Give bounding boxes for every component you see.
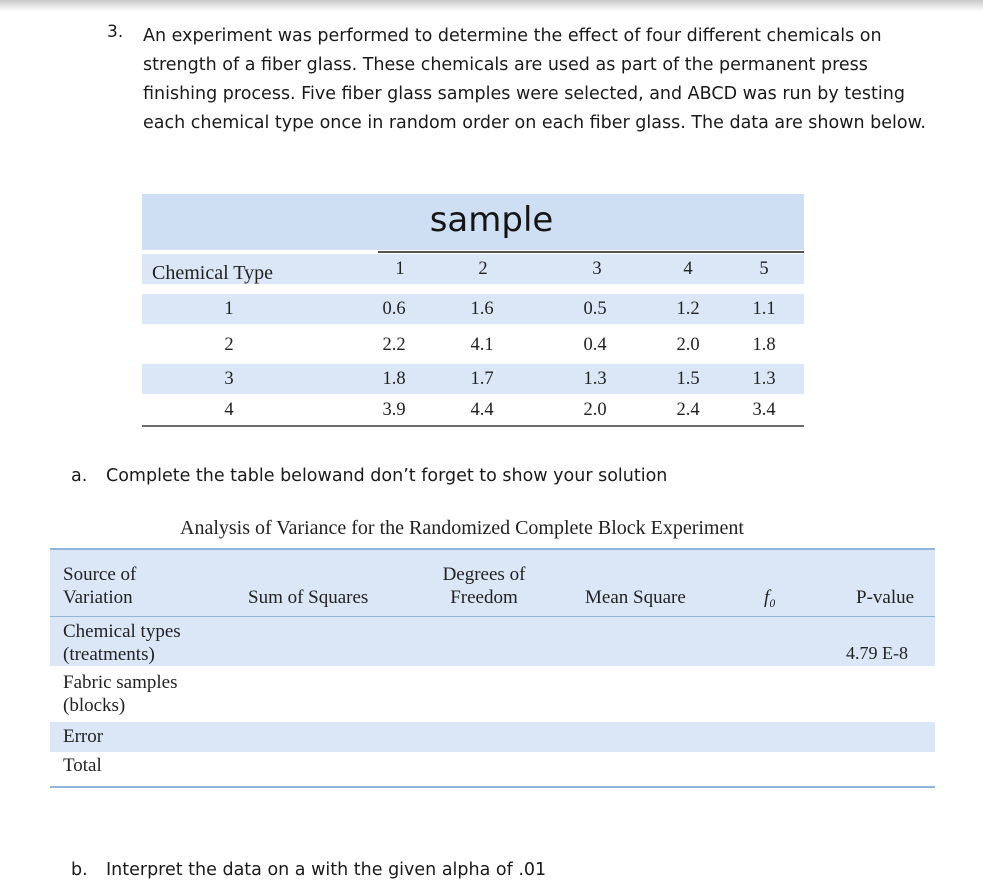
sample-group-label: sample [429,200,554,240]
sample-header-rule [378,251,804,253]
row-label-chemical-types [63,620,181,666]
table-row [142,395,804,425]
chemical-type-cell: 1 [224,299,234,319]
header-sum-of-squares: Sum of Squares [248,587,369,608]
chemical-type-header: Chemical Type [152,262,273,284]
row-label-line: Fabric samples [63,672,178,693]
value-cell: 1.3 [583,369,607,389]
question-line: each chemical type once in random order on each fiber glass. The data are shown below. [143,113,926,133]
value-cell: 1.8 [382,369,406,389]
header-f0: f₀ [764,587,776,608]
value-cell: 1.3 [752,369,776,389]
value-cell: 2.0 [583,400,607,420]
anova-title: Analysis of Variance for the Randomized Complete Block Experiment [180,517,744,539]
value-cell: 2.2 [382,335,406,355]
question-text [143,22,973,138]
value-cell: 2.4 [676,400,700,420]
column-header: 4 [683,259,693,279]
column-header: 1 [395,259,405,279]
row-label-line: (treatments) [63,644,155,665]
value-cell: 0.5 [583,299,607,319]
top-shadow-bar [0,0,983,12]
question-number: 3. [107,22,124,42]
value-cell: 1.5 [676,369,700,389]
value-cell: 4.1 [470,335,494,355]
table-row [50,668,935,720]
table-row [142,294,804,324]
row-label-line: Chemical types [63,621,181,642]
part-a-label: a. [71,466,88,486]
part-b-label: b. [71,860,88,880]
value-cell: 1.8 [752,335,776,355]
question-line: strength of a fiber glass. These chemicals are used as part of the permanent press [143,55,868,75]
header-degrees-of-freedom [426,563,542,609]
question-line: An experiment was performed to determine the effect of four different chemicals on [143,26,882,46]
column-header: 2 [478,259,488,279]
data-table-bottom-rule [142,425,804,427]
chemical-type-cell: 2 [224,335,234,355]
column-header: 5 [759,259,769,279]
header-df-line2: Freedom [450,587,518,608]
header-df-line1: Degrees of [442,564,526,585]
value-cell: 0.4 [583,335,607,355]
chemical-type-cell: 3 [224,369,234,389]
header-mean-square: Mean Square [585,587,686,608]
anova-bottom-rule [50,786,935,788]
column-header: 3 [592,259,602,279]
header-p-value: P-value [856,587,915,608]
row-label-fabric-samples [63,671,178,717]
value-cell: 1.1 [752,299,776,319]
value-cell: 4.4 [470,400,494,420]
row-label-error: Error [63,726,104,747]
row-label-line: (blocks) [63,695,126,716]
value-cell: 2.0 [676,335,700,355]
table-row [142,364,804,394]
value-cell: 3.4 [752,400,776,420]
value-cell: 0.6 [382,299,406,319]
question-line: finishing process. Five fiber glass samples were selected, and ABCD was run by testing [143,84,905,104]
row-label-total: Total [63,755,102,776]
part-a-text: Complete the table belowand don’t forget to show your solution [106,466,668,486]
table-row [50,617,935,666]
p-value-cell: 4.79 E-8 [846,643,908,663]
table-row [142,330,804,360]
table-row [50,722,935,752]
part-b-text: Interpret the data on a with the given alpha of .01 [106,860,547,880]
header-source-line2: Variation [63,587,133,608]
value-cell: 1.2 [676,299,700,319]
chemical-type-cell: 4 [224,400,234,420]
header-source [63,563,136,609]
value-cell: 3.9 [382,400,406,420]
value-cell: 1.6 [470,299,494,319]
value-cell: 1.7 [470,369,494,389]
header-source-line1: Source of [63,564,137,585]
